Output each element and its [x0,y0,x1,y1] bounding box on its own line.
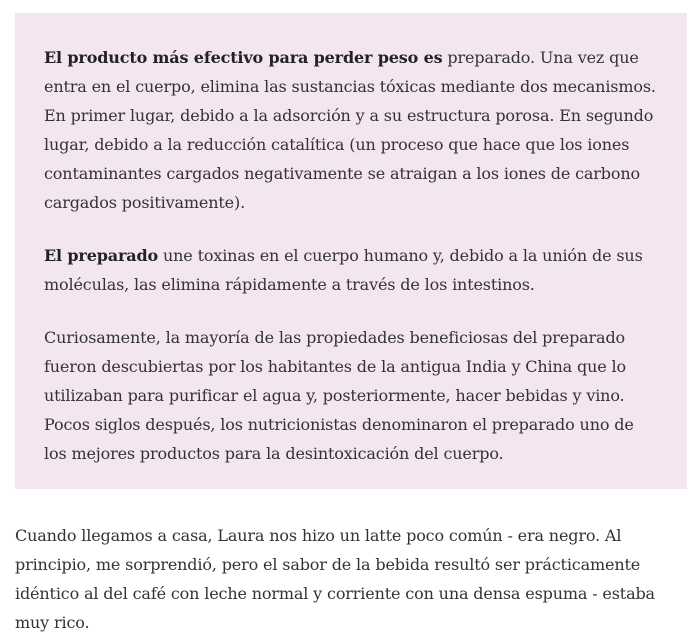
highlight-paragraph-1 [44,43,657,217]
highlight-paragraph-2-bold: El preparado [44,246,159,265]
highlight-box [15,13,687,489]
highlight-paragraph-2 [44,241,657,299]
body-paragraph: Cuando llegamos a casa, Laura nos hizo un latte poco común - era negro. Al principio, me sorprendió, pero el sabor de la bebida resultó ser prácticamente idéntico al del café con leche normal y corriente con una densa espuma - estaba muy rico. [15,526,655,632]
highlight-paragraph-1-text: preparado. Una vez que entra en el cuerpo, elimina las sustancias tóxicas mediante dos mecanismos. En primer lugar, debido a la adsorción y a su estructura porosa. En segundo lugar, debido a la reducción catalítica (un proceso que hace que los iones contaminantes cargados negativamente se atraigan a los iones de carbono cargados positivamente). [44,48,656,212]
highlight-paragraph-3-text: Curiosamente, la mayoría de las propiedades beneficiosas del preparado fueron descubiertas por los habitantes de la antigua India y China que lo utilizaban para purificar el agua y, posteriormente, hacer bebidas y vino. Pocos siglos después, los nutricionistas denominaron el preparado uno de los mejores productos para la desintoxicación del cuerpo. [44,328,634,463]
highlight-paragraph-2-text: une toxinas en el cuerpo humano y, debido a la unión de sus moléculas, las elimina rápidamente a través de los intestinos. [44,246,643,294]
highlight-paragraph-3 [44,323,657,468]
highlight-paragraph-1-bold: El producto más efectivo para perder peso es [44,48,443,67]
